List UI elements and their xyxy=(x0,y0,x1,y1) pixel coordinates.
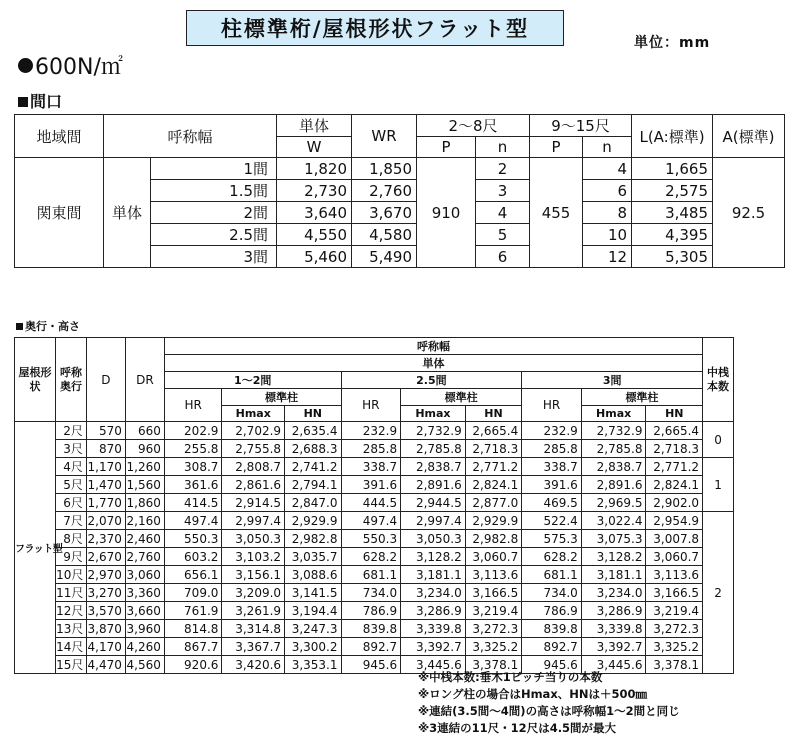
n-b-cell: 4 xyxy=(583,158,632,180)
value-cell: 444.5 xyxy=(341,494,401,512)
value-cell: 3,445.6 xyxy=(401,656,466,674)
value-cell: 3,272.3 xyxy=(646,620,703,638)
value-cell: 3,360 xyxy=(125,584,164,602)
nominal-depth-cell: 5尺 xyxy=(56,476,87,494)
table-row xyxy=(15,422,734,440)
header-dr: DR xyxy=(125,338,164,422)
value-cell: 2,982.8 xyxy=(285,530,341,548)
value-cell: 2,914.5 xyxy=(222,494,285,512)
value-cell: 361.6 xyxy=(164,476,222,494)
nominal-depth-cell: 13尺 xyxy=(56,620,87,638)
value-cell: 2,732.9 xyxy=(581,422,646,440)
value-cell: 2,824.1 xyxy=(465,476,521,494)
wr-cell: 2,760 xyxy=(352,180,417,202)
header-nominal-depth: 呼称奥行 xyxy=(56,338,87,422)
type-cell: 単体 xyxy=(104,158,151,268)
nominal-depth-cell: 14尺 xyxy=(56,638,87,656)
value-cell: 3,234.0 xyxy=(581,584,646,602)
value-cell: 870 xyxy=(86,440,125,458)
value-cell: 550.3 xyxy=(164,530,222,548)
depth-section-heading xyxy=(16,318,80,334)
nominal-depth-cell: 11尺 xyxy=(56,584,87,602)
value-cell: 414.5 xyxy=(164,494,222,512)
nominal-depth-cell: 10尺 xyxy=(56,566,87,584)
mid-posts-cell: 2 xyxy=(703,512,734,674)
w-cell: 2,730 xyxy=(277,180,352,202)
value-cell: 4,170 xyxy=(86,638,125,656)
nominal-depth-cell: 12尺 xyxy=(56,602,87,620)
value-cell: 945.6 xyxy=(341,656,401,674)
value-cell: 3,339.8 xyxy=(401,620,466,638)
header-hr: HR xyxy=(522,389,582,422)
value-cell: 3,060 xyxy=(125,566,164,584)
n-a-cell: 6 xyxy=(476,246,530,268)
table-row xyxy=(15,476,734,494)
value-cell: 2,861.6 xyxy=(222,476,285,494)
note-item: ※ロング柱の場合はHmax、HNは＋500㎜ xyxy=(418,687,647,701)
note-item: ※中桟本数:垂木1ピッチ当りの本数 xyxy=(418,670,603,684)
value-cell: 550.3 xyxy=(341,530,401,548)
header-single: 単体 xyxy=(277,115,352,137)
header-single: 単体 xyxy=(164,355,702,372)
value-cell: 2,808.7 xyxy=(222,458,285,476)
value-cell: 2,891.6 xyxy=(401,476,466,494)
value-cell: 391.6 xyxy=(341,476,401,494)
header-standard-post: 標準柱 xyxy=(222,389,341,406)
p-a-cell: 910 xyxy=(417,158,476,268)
table-row xyxy=(15,566,734,584)
value-cell: 734.0 xyxy=(341,584,401,602)
value-cell: 2,877.0 xyxy=(465,494,521,512)
n-a-cell: 2 xyxy=(476,158,530,180)
header-w: W xyxy=(277,137,352,158)
nominal-size-cell: 2間 xyxy=(151,202,277,224)
value-cell: 660 xyxy=(125,422,164,440)
value-cell: 3,870 xyxy=(86,620,125,638)
nominal-depth-cell: 4尺 xyxy=(56,458,87,476)
span-section-title: 間口 xyxy=(30,92,63,111)
value-cell: 4,260 xyxy=(125,638,164,656)
value-cell: 2,702.9 xyxy=(222,422,285,440)
header-group-3: 3間 xyxy=(522,372,703,389)
value-cell: 4,560 xyxy=(125,656,164,674)
square-bullet-icon xyxy=(18,97,28,107)
value-cell: 3,247.3 xyxy=(285,620,341,638)
wr-cell: 1,850 xyxy=(352,158,417,180)
n-a-cell: 5 xyxy=(476,224,530,246)
table-row xyxy=(15,602,734,620)
value-cell: 2,771.2 xyxy=(646,458,703,476)
span-section-heading xyxy=(18,89,62,112)
table-row xyxy=(15,548,734,566)
header-hn: HN xyxy=(646,406,703,422)
value-cell: 3,367.7 xyxy=(222,638,285,656)
w-cell: 3,640 xyxy=(277,202,352,224)
header-mid-posts: 中桟本数 xyxy=(703,338,734,422)
n-a-cell: 4 xyxy=(476,202,530,224)
header-row xyxy=(15,115,785,137)
mid-posts-cell: 0 xyxy=(703,422,734,458)
table-row xyxy=(15,158,785,180)
value-cell: 2,824.1 xyxy=(646,476,703,494)
header-hr: HR xyxy=(341,389,401,422)
value-cell: 3,445.6 xyxy=(581,656,646,674)
value-cell: 308.7 xyxy=(164,458,222,476)
value-cell: 1,470 xyxy=(86,476,125,494)
value-cell: 3,166.5 xyxy=(465,584,521,602)
value-cell: 3,960 xyxy=(125,620,164,638)
value-cell: 920.6 xyxy=(164,656,222,674)
value-cell: 3,194.4 xyxy=(285,602,341,620)
value-cell: 338.7 xyxy=(341,458,401,476)
n-b-cell: 10 xyxy=(583,224,632,246)
note-item: ※連結(3.5間～4間)の高さは呼称幅1～2間と同じ xyxy=(418,704,680,718)
header-standard-post: 標準柱 xyxy=(581,389,702,406)
nominal-depth-cell: 9尺 xyxy=(56,548,87,566)
p-b-cell: 455 xyxy=(530,158,583,268)
value-cell: 2,718.3 xyxy=(465,440,521,458)
n-a-cell: 3 xyxy=(476,180,530,202)
l-cell: 1,665 xyxy=(632,158,713,180)
table-row xyxy=(15,512,734,530)
notes xyxy=(418,669,680,737)
value-cell: 2,785.8 xyxy=(401,440,466,458)
value-cell: 3,325.2 xyxy=(646,638,703,656)
value-cell: 3,420.6 xyxy=(222,656,285,674)
header-group-2: 2.5間 xyxy=(341,372,522,389)
value-cell: 892.7 xyxy=(341,638,401,656)
w-cell: 4,550 xyxy=(277,224,352,246)
value-cell: 3,181.1 xyxy=(401,566,466,584)
value-cell: 3,219.4 xyxy=(465,602,521,620)
value-cell: 1,260 xyxy=(125,458,164,476)
value-cell: 3,060.7 xyxy=(465,548,521,566)
value-cell: 255.8 xyxy=(164,440,222,458)
nominal-depth-cell: 3尺 xyxy=(56,440,87,458)
header-roof-shape: 屋根形状 xyxy=(15,338,56,422)
value-cell: 945.6 xyxy=(522,656,582,674)
w-cell: 5,460 xyxy=(277,246,352,268)
unit-label: 単位：mm xyxy=(634,35,711,51)
n-b-cell: 8 xyxy=(583,202,632,224)
value-cell: 3,270 xyxy=(86,584,125,602)
a-value-cell: 92.5 xyxy=(713,158,785,268)
header-d: D xyxy=(86,338,125,422)
value-cell: 786.9 xyxy=(522,602,582,620)
value-cell: 3,209.0 xyxy=(222,584,285,602)
value-cell: 3,113.6 xyxy=(646,566,703,584)
header-nominal-width: 呼称幅 xyxy=(164,338,702,355)
nominal-depth-cell: 7尺 xyxy=(56,512,87,530)
value-cell: 2,732.9 xyxy=(401,422,466,440)
nominal-depth-cell: 6尺 xyxy=(56,494,87,512)
header-p: P xyxy=(530,137,583,158)
value-cell: 681.1 xyxy=(341,566,401,584)
header-hmax: Hmax xyxy=(401,406,466,422)
value-cell: 497.4 xyxy=(164,512,222,530)
value-cell: 2,755.8 xyxy=(222,440,285,458)
value-cell: 2,771.2 xyxy=(465,458,521,476)
value-cell: 3,660 xyxy=(125,602,164,620)
header-region: 地域間 xyxy=(15,115,104,158)
header-p: P xyxy=(417,137,476,158)
load-value: 600N/ xyxy=(35,55,101,80)
value-cell: 1,860 xyxy=(125,494,164,512)
value-cell: 3,234.0 xyxy=(401,584,466,602)
nominal-size-cell: 2.5間 xyxy=(151,224,277,246)
table-row xyxy=(15,638,734,656)
header-hmax: Hmax xyxy=(581,406,646,422)
value-cell: 2,969.5 xyxy=(581,494,646,512)
table-row xyxy=(15,494,734,512)
nominal-depth-cell: 2尺 xyxy=(56,422,87,440)
value-cell: 3,261.9 xyxy=(222,602,285,620)
value-cell: 570 xyxy=(86,422,125,440)
value-cell: 2,635.4 xyxy=(285,422,341,440)
value-cell: 3,314.8 xyxy=(222,620,285,638)
span-table xyxy=(14,114,785,268)
n-b-cell: 12 xyxy=(583,246,632,268)
nominal-size-cell: 3間 xyxy=(151,246,277,268)
header-wr: WR xyxy=(352,115,417,158)
value-cell: 2,741.2 xyxy=(285,458,341,476)
value-cell: 3,392.7 xyxy=(581,638,646,656)
header-hmax: Hmax xyxy=(222,406,285,422)
value-cell: 3,050.3 xyxy=(222,530,285,548)
value-cell: 3,166.5 xyxy=(646,584,703,602)
value-cell: 3,113.6 xyxy=(465,566,521,584)
nominal-size-cell: 1間 xyxy=(151,158,277,180)
value-cell: 681.1 xyxy=(522,566,582,584)
value-cell: 232.9 xyxy=(522,422,582,440)
header-row xyxy=(15,338,734,355)
value-cell: 960 xyxy=(125,440,164,458)
header-range-b: 9～15尺 xyxy=(530,115,632,137)
value-cell: 839.8 xyxy=(341,620,401,638)
value-cell: 839.8 xyxy=(522,620,582,638)
value-cell: 786.9 xyxy=(341,602,401,620)
value-cell: 3,392.7 xyxy=(401,638,466,656)
header-standard-post: 標準柱 xyxy=(401,389,522,406)
value-cell: 3,128.2 xyxy=(581,548,646,566)
nominal-depth-cell: 15尺 xyxy=(56,656,87,674)
header-range-a: 2～8尺 xyxy=(417,115,530,137)
value-cell: 3,007.8 xyxy=(646,530,703,548)
value-cell: 2,838.7 xyxy=(581,458,646,476)
value-cell: 3,141.5 xyxy=(285,584,341,602)
value-cell: 285.8 xyxy=(341,440,401,458)
value-cell: 3,570 xyxy=(86,602,125,620)
value-cell: 2,665.4 xyxy=(646,422,703,440)
depth-section-title: 奥行・高さ xyxy=(25,320,80,333)
header-a: A(標準) xyxy=(713,115,785,158)
value-cell: 2,760 xyxy=(125,548,164,566)
value-cell: 469.5 xyxy=(522,494,582,512)
value-cell: 2,688.3 xyxy=(285,440,341,458)
header-n: n xyxy=(476,137,530,158)
roof-shape-cell: フラット型 xyxy=(15,422,56,674)
header-n: n xyxy=(583,137,632,158)
value-cell: 3,050.3 xyxy=(401,530,466,548)
value-cell: 391.6 xyxy=(522,476,582,494)
value-cell: 3,156.1 xyxy=(222,566,285,584)
value-cell: 3,339.8 xyxy=(581,620,646,638)
l-cell: 4,395 xyxy=(632,224,713,246)
value-cell: 3,219.4 xyxy=(646,602,703,620)
value-cell: 2,929.9 xyxy=(465,512,521,530)
nominal-depth-cell: 8尺 xyxy=(56,530,87,548)
value-cell: 3,060.7 xyxy=(646,548,703,566)
value-cell: 1,170 xyxy=(86,458,125,476)
value-cell: 2,070 xyxy=(86,512,125,530)
value-cell: 2,838.7 xyxy=(401,458,466,476)
table-row xyxy=(15,530,734,548)
value-cell: 2,160 xyxy=(125,512,164,530)
value-cell: 3,272.3 xyxy=(465,620,521,638)
value-cell: 4,470 xyxy=(86,656,125,674)
value-cell: 3,103.2 xyxy=(222,548,285,566)
value-cell: 2,847.0 xyxy=(285,494,341,512)
value-cell: 3,353.1 xyxy=(285,656,341,674)
value-cell: 2,794.1 xyxy=(285,476,341,494)
header-l: L(A:標準) xyxy=(632,115,713,158)
table-row xyxy=(15,440,734,458)
mid-posts-cell: 1 xyxy=(703,458,734,512)
region-cell: 関東間 xyxy=(15,158,104,268)
value-cell: 497.4 xyxy=(341,512,401,530)
table-row xyxy=(15,584,734,602)
value-cell: 867.7 xyxy=(164,638,222,656)
value-cell: 3,378.1 xyxy=(465,656,521,674)
value-cell: 2,944.5 xyxy=(401,494,466,512)
load-rating xyxy=(18,50,123,81)
value-cell: 3,378.1 xyxy=(646,656,703,674)
note-item: ※3連結の11尺・12尺は4.5間が最大 xyxy=(418,721,617,735)
load-unit: ㎡ xyxy=(100,55,123,80)
value-cell: 734.0 xyxy=(522,584,582,602)
value-cell: 628.2 xyxy=(341,548,401,566)
value-cell: 3,035.7 xyxy=(285,548,341,566)
value-cell: 2,670 xyxy=(86,548,125,566)
bullet-icon xyxy=(18,58,33,73)
l-cell: 2,575 xyxy=(632,180,713,202)
value-cell: 2,902.0 xyxy=(646,494,703,512)
nominal-size-cell: 1.5間 xyxy=(151,180,277,202)
header-hr: HR xyxy=(164,389,222,422)
value-cell: 628.2 xyxy=(522,548,582,566)
value-cell: 3,325.2 xyxy=(465,638,521,656)
value-cell: 3,286.9 xyxy=(401,602,466,620)
value-cell: 1,770 xyxy=(86,494,125,512)
value-cell: 892.7 xyxy=(522,638,582,656)
value-cell: 2,460 xyxy=(125,530,164,548)
header-nominal-width: 呼称幅 xyxy=(104,115,277,158)
value-cell: 814.8 xyxy=(164,620,222,638)
page-title: 柱標準桁/屋根形状フラット型 xyxy=(186,10,564,46)
depth-height-table xyxy=(14,337,734,674)
value-cell: 3,300.2 xyxy=(285,638,341,656)
value-cell: 3,075.3 xyxy=(581,530,646,548)
w-cell: 1,820 xyxy=(277,158,352,180)
value-cell: 3,128.2 xyxy=(401,548,466,566)
value-cell: 575.3 xyxy=(522,530,582,548)
value-cell: 2,982.8 xyxy=(465,530,521,548)
value-cell: 2,970 xyxy=(86,566,125,584)
value-cell: 2,997.4 xyxy=(401,512,466,530)
wr-cell: 5,490 xyxy=(352,246,417,268)
value-cell: 202.9 xyxy=(164,422,222,440)
value-cell: 603.2 xyxy=(164,548,222,566)
square-bullet-icon xyxy=(16,323,23,330)
value-cell: 2,891.6 xyxy=(581,476,646,494)
table-row xyxy=(15,458,734,476)
value-cell: 2,785.8 xyxy=(581,440,646,458)
header-hn: HN xyxy=(465,406,521,422)
value-cell: 522.4 xyxy=(522,512,582,530)
l-cell: 5,305 xyxy=(632,246,713,268)
header-hn: HN xyxy=(285,406,341,422)
header-group-1: 1～2間 xyxy=(164,372,341,389)
value-cell: 709.0 xyxy=(164,584,222,602)
wr-cell: 4,580 xyxy=(352,224,417,246)
table-row xyxy=(15,620,734,638)
value-cell: 2,718.3 xyxy=(646,440,703,458)
value-cell: 656.1 xyxy=(164,566,222,584)
value-cell: 3,088.6 xyxy=(285,566,341,584)
value-cell: 1,560 xyxy=(125,476,164,494)
wr-cell: 3,670 xyxy=(352,202,417,224)
value-cell: 285.8 xyxy=(522,440,582,458)
value-cell: 2,665.4 xyxy=(465,422,521,440)
value-cell: 2,929.9 xyxy=(285,512,341,530)
value-cell: 2,954.9 xyxy=(646,512,703,530)
n-b-cell: 6 xyxy=(583,180,632,202)
value-cell: 232.9 xyxy=(341,422,401,440)
value-cell: 3,181.1 xyxy=(581,566,646,584)
value-cell: 3,286.9 xyxy=(581,602,646,620)
value-cell: 761.9 xyxy=(164,602,222,620)
value-cell: 2,370 xyxy=(86,530,125,548)
value-cell: 338.7 xyxy=(522,458,582,476)
l-cell: 3,485 xyxy=(632,202,713,224)
value-cell: 2,997.4 xyxy=(222,512,285,530)
value-cell: 3,022.4 xyxy=(581,512,646,530)
